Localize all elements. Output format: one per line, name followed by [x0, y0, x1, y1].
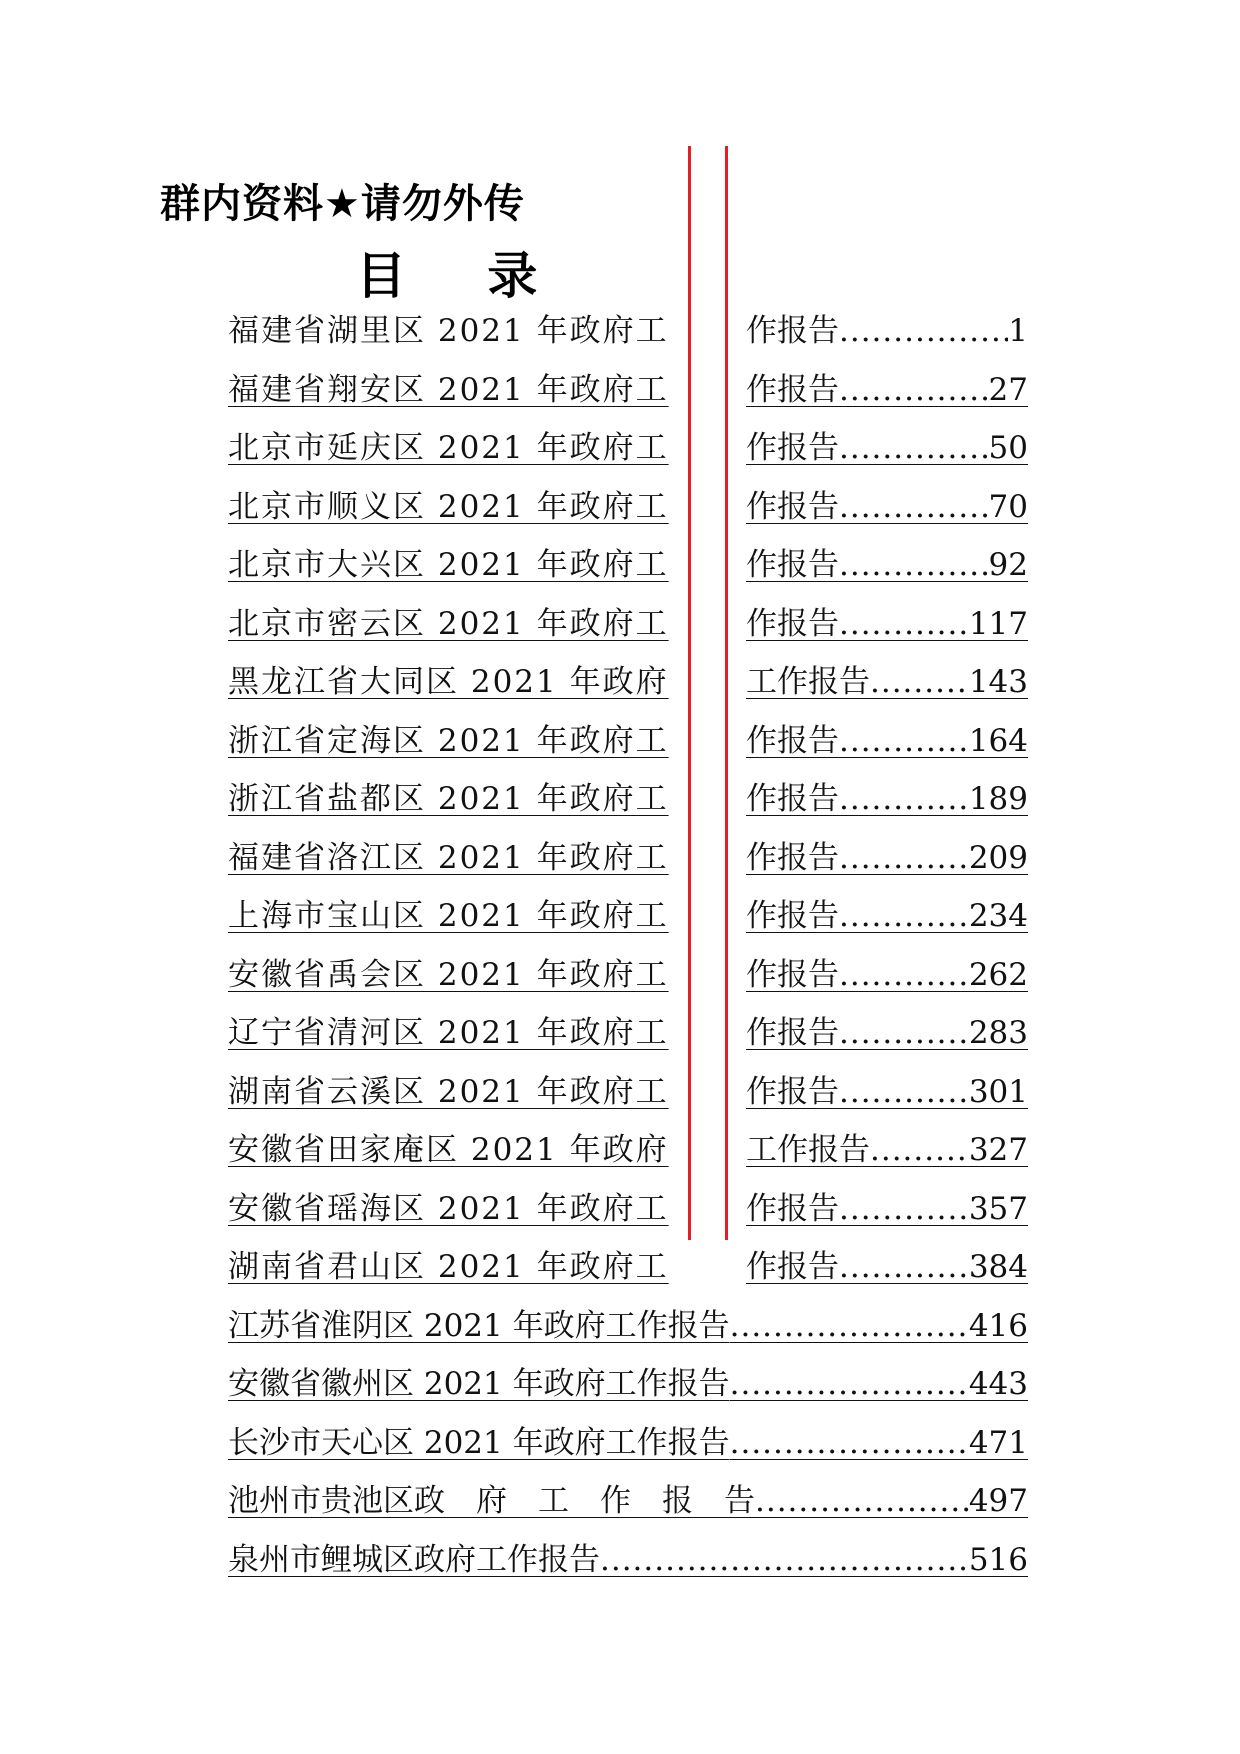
toc-entry-title-part2[interactable]	[746, 536, 1028, 595]
dot-leader	[839, 1180, 969, 1239]
page-number: 70	[988, 488, 1028, 525]
toc-entry-title-continuation: 作报告	[746, 547, 839, 583]
toc-entry-title-part2[interactable]	[746, 653, 1028, 712]
toc-entry-title-part2[interactable]	[746, 1004, 1028, 1063]
toc-entry-title-continuation: 作报告	[746, 488, 839, 525]
page-number: 1	[1008, 313, 1028, 349]
page-number: 234	[968, 898, 1028, 934]
toc-entry[interactable]	[228, 1238, 1028, 1297]
toc-entry-title-part1[interactable]: 福建省湖里区 2021 年政府工	[228, 313, 669, 349]
page-number: 471	[968, 1424, 1028, 1461]
toc-entry-title-part1[interactable]: 安徽省瑶海区 2021 年政府工	[228, 1190, 669, 1227]
toc-entry-title-part2[interactable]	[746, 1238, 1028, 1297]
toc-entry-title-part1[interactable]: 北京市大兴区 2021 年政府工	[228, 547, 669, 583]
toc-entry-title: 安徽省徽州区 2021 年政府工作报告	[228, 1366, 730, 1402]
toc-entry-title-part2[interactable]	[746, 1063, 1028, 1122]
toc-entry-title-part2[interactable]	[746, 1180, 1028, 1239]
toc-entry-title-part1[interactable]: 浙江省盐都区 2021 年政府工	[228, 781, 669, 817]
dot-leader	[839, 1238, 969, 1297]
confidential-notice: 群内资料★请勿外传	[160, 181, 525, 227]
toc-entry-link[interactable]	[228, 1531, 1028, 1590]
toc-entry-title-part1[interactable]: 上海市宝山区 2021 年政府工	[228, 898, 669, 934]
page-number: 384	[968, 1249, 1028, 1285]
toc-entry-title-continuation: 工作报告	[746, 664, 870, 700]
dot-leader	[839, 887, 969, 946]
dot-leader	[839, 478, 989, 537]
toc-entry-link[interactable]	[228, 1355, 1028, 1414]
dot-leader	[870, 1121, 969, 1180]
toc-entry[interactable]	[228, 595, 1028, 654]
toc-entry[interactable]	[228, 302, 1028, 361]
page-number: 189	[968, 781, 1028, 817]
toc-entry[interactable]	[228, 1355, 1028, 1414]
toc-entry-title-continuation: 作报告	[746, 722, 839, 759]
toc-entry-title-part2[interactable]	[746, 829, 1028, 888]
toc-entry-title-part1[interactable]: 北京市顺义区 2021 年政府工	[228, 488, 669, 525]
dot-leader	[839, 829, 969, 888]
toc-entry-title-continuation: 工作报告	[746, 1132, 870, 1168]
page-number: 283	[968, 1015, 1028, 1051]
toc-entry-title: 江苏省淮阴区 2021 年政府工作报告	[228, 1307, 730, 1344]
toc-entry[interactable]	[228, 770, 1028, 829]
toc-entry-title-part1[interactable]: 北京市密云区 2021 年政府工	[228, 605, 669, 642]
toc-entry-title-part2[interactable]	[746, 478, 1028, 537]
page-number: 357	[968, 1190, 1028, 1227]
toc-entry-title-part2[interactable]	[746, 1121, 1028, 1180]
toc-entry-title-continuation: 作报告	[746, 898, 839, 934]
toc-entry[interactable]	[228, 419, 1028, 478]
toc-entry-title-continuation: 作报告	[746, 605, 839, 642]
toc-entry[interactable]	[228, 1063, 1028, 1122]
toc-entry-title-part1[interactable]: 安徽省禹会区 2021 年政府工	[228, 956, 669, 993]
toc-entry-title: 长沙市天心区 2021 年政府工作报告	[228, 1424, 730, 1461]
toc-entry-title-part1[interactable]: 辽宁省清河区 2021 年政府工	[228, 1015, 669, 1051]
page-number: 497	[968, 1483, 1028, 1519]
toc-entry[interactable]	[228, 829, 1028, 888]
toc-entry-title: 泉州市鲤城区政府工作报告	[228, 1541, 600, 1578]
toc-entry-title-part1[interactable]: 浙江省定海区 2021 年政府工	[228, 722, 669, 759]
dot-leader	[839, 302, 1008, 361]
dot-leader	[839, 361, 989, 420]
page-number: 416	[968, 1307, 1028, 1344]
toc-entry[interactable]	[228, 1004, 1028, 1063]
dot-leader	[839, 1004, 969, 1063]
toc-entry-title-part2[interactable]	[746, 419, 1028, 478]
page-number: 443	[968, 1366, 1028, 1402]
page-number: 92	[988, 547, 1028, 583]
toc-entry-title-part1[interactable]: 福建省洛江区 2021 年政府工	[228, 839, 669, 876]
toc-entry[interactable]	[228, 478, 1028, 537]
toc-entry-title-continuation: 作报告	[746, 1073, 839, 1110]
toc-entry[interactable]	[228, 946, 1028, 1005]
page-title: 目 录	[356, 247, 570, 305]
page-number: 262	[968, 956, 1028, 993]
toc-entry-title-part2[interactable]	[746, 361, 1028, 420]
page-number: 209	[968, 839, 1028, 876]
dot-leader	[730, 1297, 969, 1356]
toc-entry[interactable]	[228, 712, 1028, 771]
toc-entry[interactable]	[228, 1472, 1028, 1531]
toc-entry-title-continuation: 作报告	[746, 956, 839, 993]
page-number: 164	[968, 722, 1028, 759]
toc-entry[interactable]	[228, 887, 1028, 946]
toc-entry[interactable]	[228, 536, 1028, 595]
page-number: 117	[968, 605, 1028, 642]
dot-leader	[839, 946, 969, 1005]
page-number: 50	[988, 430, 1028, 466]
toc-entry-title-continuation: 作报告	[746, 1015, 839, 1051]
toc-entry-title-part2[interactable]	[746, 946, 1028, 1005]
toc-entry-title-continuation: 作报告	[746, 1190, 839, 1227]
dot-leader	[600, 1531, 969, 1590]
dot-leader	[839, 770, 969, 829]
dot-leader	[870, 653, 969, 712]
dot-leader	[839, 712, 969, 771]
toc-entry[interactable]	[228, 1121, 1028, 1180]
toc-entry-link[interactable]	[228, 1414, 1028, 1473]
toc-entry-link[interactable]	[228, 1472, 1028, 1531]
toc-entry-title-part2[interactable]	[746, 887, 1028, 946]
toc-entry-title-part1[interactable]: 湖南省君山区 2021 年政府工	[228, 1249, 669, 1285]
dot-leader	[839, 595, 969, 654]
dot-leader	[730, 1355, 969, 1414]
toc-entry-title-continuation: 作报告	[746, 371, 839, 408]
toc-entry-title-continuation: 作报告	[746, 839, 839, 876]
toc-entry[interactable]	[228, 1297, 1028, 1356]
table-of-contents	[228, 302, 1028, 1589]
toc-entry-title-part1[interactable]: 福建省翔安区 2021 年政府工	[228, 371, 669, 408]
toc-entry-title-part1[interactable]: 湖南省云溪区 2021 年政府工	[228, 1073, 669, 1110]
dot-leader	[839, 419, 989, 478]
toc-entry[interactable]	[228, 1180, 1028, 1239]
dot-leader	[755, 1472, 969, 1531]
toc-entry[interactable]	[228, 1414, 1028, 1473]
toc-entry-title-part1[interactable]: 安徽省田家庵区 2021 年政府	[228, 1132, 669, 1168]
toc-entry[interactable]	[228, 361, 1028, 420]
page-number: 516	[968, 1541, 1028, 1578]
dot-leader	[730, 1414, 969, 1473]
toc-entry-title-part1[interactable]: 黑龙江省大同区 2021 年政府	[228, 664, 669, 700]
page-number: 143	[968, 664, 1028, 700]
page-number: 27	[988, 371, 1028, 408]
page-number: 327	[968, 1132, 1028, 1168]
page-number: 301	[968, 1073, 1028, 1110]
toc-entry-title-continuation: 作报告	[746, 313, 839, 349]
toc-entry-title-continuation: 作报告	[746, 781, 839, 817]
toc-entry-title-part2[interactable]	[746, 712, 1028, 771]
toc-entry-title-continuation: 作报告	[746, 430, 839, 466]
toc-entry-title-part2[interactable]	[746, 302, 1028, 361]
toc-entry-title-continuation: 作报告	[746, 1249, 839, 1285]
toc-entry[interactable]	[228, 1531, 1028, 1590]
toc-entry-link[interactable]	[228, 1297, 1028, 1356]
dot-leader	[839, 1063, 969, 1122]
toc-entry-title: 池州市贵池区政 府 工 作 报 告	[228, 1483, 755, 1519]
toc-entry-title-part2[interactable]	[746, 595, 1028, 654]
dot-leader	[839, 536, 989, 595]
toc-entry-title-part1[interactable]: 北京市延庆区 2021 年政府工	[228, 430, 669, 466]
toc-entry-title-part2[interactable]	[746, 770, 1028, 829]
toc-entry[interactable]	[228, 653, 1028, 712]
